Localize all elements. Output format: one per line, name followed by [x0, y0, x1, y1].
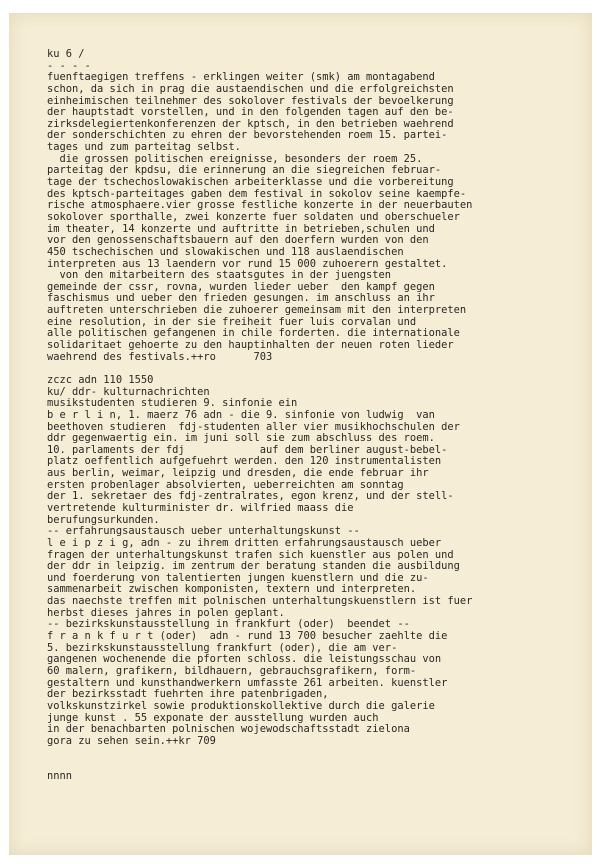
- text-line: gangenen wochenende die pforten schloss. die leistungsschau von: [47, 653, 442, 666]
- text-line: parteitag der kpdsu, die erinnerung an die siegreichen februar-: [47, 164, 442, 177]
- text-line: tage der tschechoslowakischen arbeiterklasse und die vorbereitung: [47, 176, 454, 189]
- text-line: die grossen politischen ereignisse, besonders der roem 25.: [47, 152, 423, 165]
- text-line: gora zu sehen sein.++kr 709: [47, 734, 216, 747]
- text-line: fragen der unterhaltungskunst trafen sich kuenstler aus polen und: [47, 548, 454, 561]
- text-line: interpreten aus 13 laendern vor rund 15 000 zuhoerern gestaltet.: [47, 257, 448, 270]
- text-line: -- bezirkskunstausstellung in frankfurt (oder) beendet --: [47, 618, 410, 631]
- text-line: vertretende kulturminister dr. wilfried maass die: [47, 501, 354, 514]
- text-line: - - - -: [47, 59, 91, 72]
- text-line: aus berlin, weimar, leipzig und dresden, die ende februar ihr: [47, 467, 429, 480]
- text-line: tages und zum parteitag selbst.: [47, 141, 241, 154]
- text-line: der bezirksstadt fuehrten ihre patenbrigaden,: [47, 688, 329, 701]
- text-line: 60 malern, grafikern, bildhauern, gebrauchsgrafikern, form-: [47, 664, 417, 677]
- text-line: und foerderung von talentierten jungen kuenstlern und die zu-: [47, 571, 429, 584]
- text-line: ersten probenlager absolvierten, ueberreichten am sonntag: [47, 478, 404, 491]
- text-line: herbst dieses jahres in polen geplant.: [47, 606, 285, 619]
- text-line: rische atmosphaere.vier grosse festliche konzerte in der neuerbauten: [47, 199, 473, 212]
- text-line: auftreten unterschrieben die zuhoerer gemeinsam mit den interpreten: [47, 304, 467, 317]
- text-line: ddr gegenwaertig ein. im juni soll sie zum abschluss des roem.: [47, 432, 435, 445]
- text-line: zczc adn 110 1550: [47, 373, 154, 386]
- text-line: waehrend des festivals.++ro 703: [47, 350, 273, 363]
- text-line: sammenarbeit zwischen komponisten, textern und interpreten.: [47, 583, 417, 596]
- text-line: -- erfahrungsaustausch ueber unterhaltungskunst --: [47, 525, 360, 538]
- text-line: musikstudenten studieren 9. sinfonie ein: [47, 397, 298, 410]
- text-line: gemeinde der cssr, rovna, wurden lieder ueber den kampf gegen: [47, 280, 435, 293]
- text-line: l e i p z i g, adn - zu ihrem dritten erfahrungsaustausch ueber: [47, 536, 442, 549]
- text-line: in der benachbarten polnischen wojewodschaftsstadt zielona: [47, 723, 410, 736]
- text-line: 450 tschechischen und slowakischen und 118 auslaendischen: [47, 245, 404, 258]
- text-line: ku/ ddr- kulturnachrichten: [47, 385, 210, 398]
- text-line: eine resolution, in der sie freiheit fuer luis corvalan und: [47, 315, 417, 328]
- text-line: [47, 747, 577, 759]
- text-line: im theater, 14 konzerte und auftritte in betrieben,schulen und: [47, 222, 435, 235]
- text-line: faschismus und ueber den frieden gesungen. im anschluss an ihr: [47, 292, 435, 305]
- text-line: platz oeffentlich aufgefuehrt werden. den 120 instrumentalisten: [47, 455, 442, 468]
- text-line: zirksdelegiertenkonferenzen der kptsch, in den betrieben waehrend: [47, 117, 454, 130]
- text-line: einheimischen teilnehmer des sokolover festivals der bevoelkerung: [47, 94, 454, 107]
- text-line: der ddr in leipzig. im zentrum der beratung standen die ausbildung: [47, 560, 460, 573]
- document-page: [9, 13, 592, 855]
- text-line: fuenftaegigen treffens - erklingen weiter (smk) am montagabend: [47, 71, 435, 84]
- text-line: vor den genossenschaftsbauern auf den doerfern wurden von den: [47, 234, 429, 247]
- text-line: des kptsch-parteitages gaben dem festival in sokolov seine kaempfe-: [47, 187, 467, 200]
- text-line: das naechste treffen mit polnischen unterhaltungskuenstlern ist fuer: [47, 595, 473, 608]
- text-line: gestaltern und kunsthandwerkern umfasste 261 arbeiten. kuenstler: [47, 676, 448, 689]
- text-line: volkskunstzirkel sowie produktionskollektive durch die galerie: [47, 699, 435, 712]
- text-line: der sonderschichten zu ehren der bevorstehenden roem 15. partei-: [47, 129, 448, 142]
- text-line: 10. parlaments der fdj auf dem berliner august-bebel-: [47, 443, 448, 456]
- text-line: der 1. sekretaer des fdj-zentralrates, egon krenz, und der stell-: [47, 490, 454, 503]
- text-line: sokolover sporthalle, zwei konzerte fuer soldaten und oberschueler: [47, 210, 460, 223]
- text-line: solidaritaet gehoerte zu den hauptinhalten der neuen roten lieder: [47, 339, 454, 352]
- text-line: schon, da sich in prag die austaendischen und die erfolgreichsten: [47, 82, 454, 95]
- text-line: f r a n k f u r t (oder) adn - rund 13 700 besucher zaehlte die: [47, 630, 448, 643]
- text-line: beethoven studieren fdj-studenten aller vier musikhochschulen der: [47, 420, 460, 433]
- text-line: ku 6 /: [47, 48, 85, 60]
- text-line: nnnn: [47, 769, 73, 782]
- text-line: der hauptstadt vorstellen, und in den folgenden tagen auf den be-: [47, 106, 454, 119]
- typewritten-text-block: [47, 49, 577, 782]
- text-line: 5. bezirkskunstausstellung frankfurt (oder), die am ver-: [47, 641, 398, 654]
- text-line: berufungsurkunden.: [47, 513, 160, 526]
- text-line: junge kunst . 55 exponate der ausstellung wurden auch: [47, 711, 379, 724]
- text-line: [47, 759, 577, 771]
- text-line: von den mitarbeitern des staatsgutes in der juengsten: [47, 269, 392, 282]
- text-line: alle politischen gefangenen in chile forderten. die internationale: [47, 327, 460, 340]
- text-line: b e r l i n, 1. maerz 76 adn - die 9. sinfonie von ludwig van: [47, 408, 435, 421]
